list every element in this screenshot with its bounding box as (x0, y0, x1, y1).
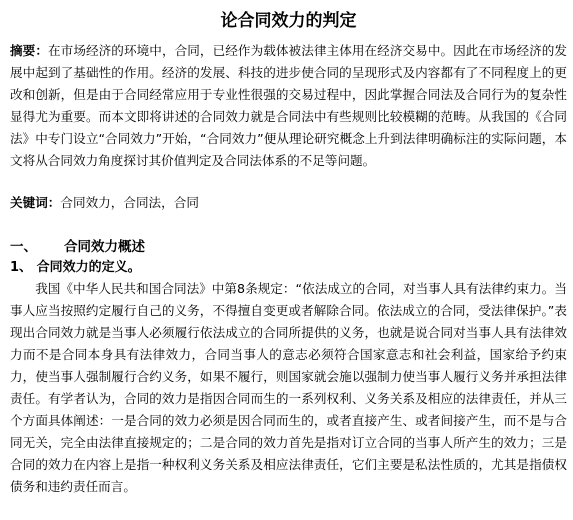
keywords-label: 关键词 (10, 195, 48, 210)
section-number: 一、 (10, 239, 37, 255)
section-title: 合同效力概述 (64, 239, 145, 255)
definition-paragraph: 我国《中华人民共和国合同法》中第8条规定：“依法成立的合同，对当事人具有法律约束力。当事人应当按照约定履行自己的义务，不得擅自变更或者解除合同。依法成立的合同，受法律保护。”表现出合同效力就是当事人必须履行依法成立的合同所提供的义务，也就是说合同对当事人具有法律效力而不是合同本身具有法律效力，合同当事人的意志必须符合国家意志和社会利益，国家给予约束力，使当事人强制履行合约义务，如果不履行，则国家就会施以强制力使当事人履行义务并承担法律责任。有学者认为，合同的效力是指因合同而生的一系列权利、义务关系及相应的法律责任，并从三个方面具体阐述：一是合同的效力必须是因合同而生的，或者直接产生、或者间接产生，而不是与合同无关，完全由法律直接规定的；二是合同的效力首先是指对订立合同的当事人所产生的效力；三是合同的效力在内容上是指一种权利义务关系及相应法律责任，它们主要是私法性质的，尤其是指债权债务和违约责任而言。 (10, 281, 567, 494)
subsection-heading: 1、 合同效力的定义。 (10, 260, 141, 275)
abstract-label: 摘要 (10, 43, 36, 58)
keywords-text: 合同效力，合同法，合同 (60, 195, 199, 210)
abstract-text: 在市场经济的环境中，合同，已经作为载体被法律主体用在经济交易中。因此在市场经济的发展中起到了基础性的作用。经济的发展、科技的进步使合同的呈现形式及内容都有了不同程度上的更改和创新，但是由于合同经常应用于专业性很强的交易过程中，因此掌握合同法及合同行为的复杂性显得尤为重要。而本文即将讲述的合同效力就是合同法中有些规则比较模糊的范畴。从我国的《合同法》中专门设立“合同效力”开始，“合同效力”便从理论研究概念上升到法律明确标注的实际问题，本文将从合同效力角度探讨其价值判定及合同法体系的不足等问题。 (10, 43, 568, 168)
document-title: 论合同效力的判定 (220, 11, 357, 31)
keywords-separator: ： (47, 195, 61, 210)
section-heading (10, 236, 567, 258)
abstract-separator: ： (35, 43, 48, 58)
keywords-line (10, 192, 567, 214)
abstract-paragraph (10, 40, 567, 172)
